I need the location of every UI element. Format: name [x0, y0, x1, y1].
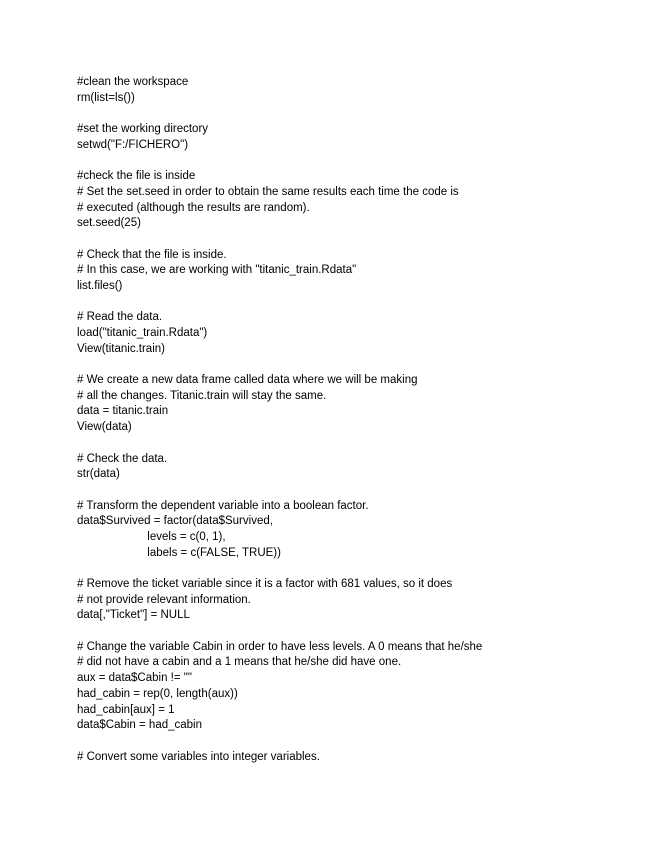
code-line — [77, 624, 637, 640]
code-line: data$Survived = factor(data$Survived, — [77, 515, 273, 528]
code-line — [77, 153, 637, 169]
code-line: # Check the data. — [77, 452, 168, 465]
code-line: # Convert some variables into integer variables. — [77, 750, 320, 763]
code-line: data = titanic.train — [77, 405, 169, 418]
code-line — [77, 232, 637, 248]
code-line: # Transform the dependent variable into a boolean factor. — [77, 499, 369, 512]
code-line: data[,"Ticket"] = NULL — [77, 609, 190, 622]
code-line: data$Cabin = had_cabin — [77, 719, 203, 732]
code-line: View(data) — [77, 421, 132, 434]
code-line — [77, 734, 637, 750]
code-line: # not provide relevant information. — [77, 593, 251, 606]
code-listing — [77, 75, 637, 765]
code-line — [77, 295, 637, 311]
code-line: # In this case, we are working with "titanic_train.Rdata" — [77, 264, 357, 277]
code-line: # Read the data. — [77, 311, 163, 324]
code-line: # did not have a cabin and a 1 means that he/she did have one. — [77, 656, 402, 669]
code-line: # Check that the file is inside. — [77, 248, 227, 261]
code-line: # Remove the ticket variable since it is a factor with 681 values, so it does — [77, 578, 453, 590]
code-line: # Change the variable Cabin in order to have less levels. A 0 means that he/she — [77, 640, 483, 653]
code-line: # We create a new data frame called data where we will be making — [77, 374, 418, 387]
code-line: load("titanic_train.Rdata") — [77, 327, 208, 339]
code-line: levels = c(0, 1), — [77, 530, 226, 543]
code-line — [77, 483, 637, 499]
code-line: #set the working directory — [77, 123, 209, 136]
code-line: str(data) — [77, 468, 120, 481]
code-line: # executed (although the results are random). — [77, 201, 310, 214]
code-line: list.files() — [77, 279, 123, 292]
code-line — [77, 561, 637, 577]
code-line: had_cabin[aux] = 1 — [77, 703, 175, 716]
code-line: set.seed(25) — [77, 217, 141, 230]
code-line: View(titanic.train) — [77, 342, 165, 355]
code-line: # all the changes. Titanic.train will stay the same. — [77, 389, 327, 402]
code-line: aux = data$Cabin != "" — [77, 672, 192, 685]
code-line — [77, 357, 637, 373]
code-line: #check the file is inside — [77, 170, 196, 183]
code-line — [77, 106, 637, 122]
code-line — [77, 436, 637, 452]
code-line: #clean the workspace — [77, 76, 189, 88]
code-line: rm(list=ls()) — [77, 91, 135, 104]
code-line: had_cabin = rep(0, length(aux)) — [77, 687, 238, 700]
code-line: setwd("F:/FICHERO") — [77, 138, 189, 151]
code-line: # Set the set.seed in order to obtain the same results each time the code is — [77, 185, 459, 198]
code-line: labels = c(FALSE, TRUE)) — [77, 546, 281, 559]
